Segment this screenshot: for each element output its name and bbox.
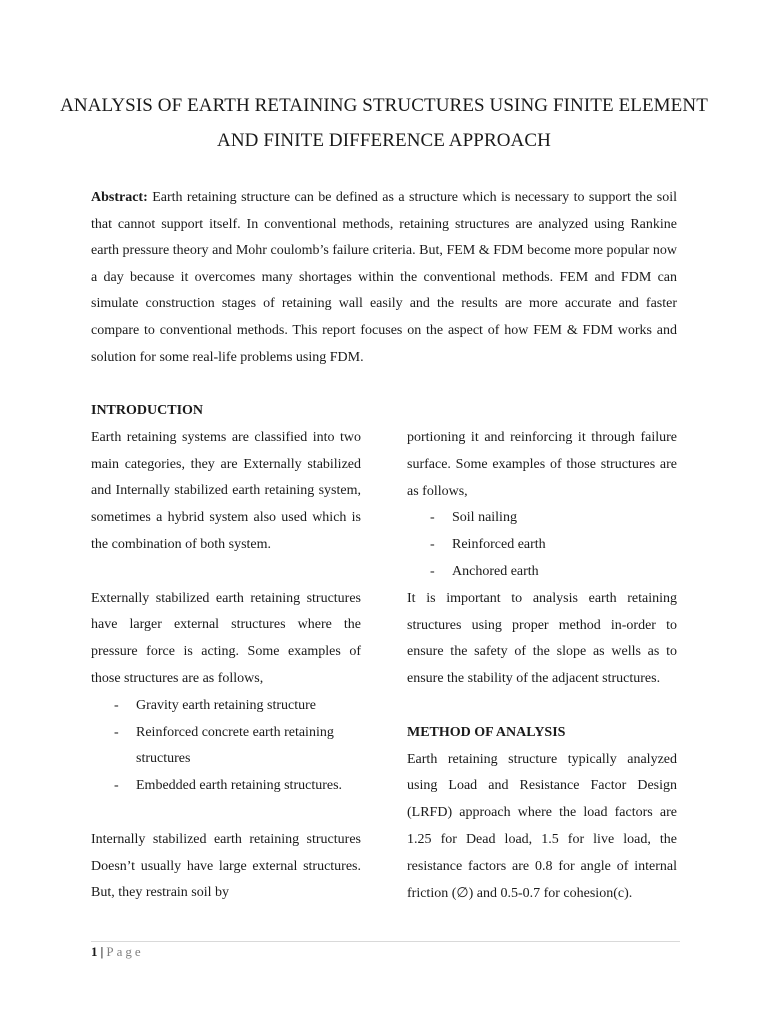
page-footer <box>91 943 144 961</box>
method-heading: METHOD OF ANALYSIS <box>407 724 566 740</box>
intro-paragraph-2: Externally stabilized earth retaining structures have larger external structures where the pressure force is acting. Some examples of those structures are as follows, <box>91 590 361 686</box>
abstract-section <box>91 185 677 371</box>
footer-separator: | <box>100 944 104 959</box>
list-item: - Embedded earth retaining structures. <box>91 773 361 800</box>
list-item: - Reinforced concrete earth retaining structures <box>91 720 361 774</box>
page-number: 1 <box>91 944 98 959</box>
list-item: - Gravity earth retaining structure <box>91 693 361 720</box>
page-label: Page <box>106 944 144 959</box>
right-paragraph-2: It is important to analysis earth retaining structures using proper method in-order to ensure the safety of the slope as wells as to ensure the stability of the adjacent structures. <box>407 590 677 687</box>
right-column <box>407 425 677 907</box>
introduction-heading: INTRODUCTION <box>91 403 204 418</box>
external-examples-list <box>91 693 361 800</box>
list-item: - Reinforced earth <box>407 532 677 559</box>
internal-examples-list <box>407 505 677 585</box>
intro-paragraph-3: Internally stabilized earth retaining structures Doesn’t usually have large external structures. But, they restrain soil by <box>91 831 361 901</box>
abstract-text: Earth retaining structure can be defined as a structure which is necessary to support the soil that cannot support itself. In conventional methods, retaining structures are analyzed using Rankine earth pressure theory and Mohr coulomb’s failure criteria. But, FEM & FDM become more popular now a day because it overcomes many shortages within the conventional methods. FEM and FDM can simulate construction stages of retaining wall easily and the results are more accurate and faster compare to conventional methods. This report focuses on the aspect of how FEM & FDM works and solution for some real-life problems using FDM. <box>91 190 678 365</box>
intro-paragraph-1: Earth retaining systems are classified into two main categories, they are Externally stabilized and Internally stabilized earth retaining system, sometimes a hybrid system also used which is the combination of both system. <box>91 429 361 552</box>
list-item: - Anchored earth <box>407 559 677 586</box>
right-paragraph-1: portioning it and reinforcing it through failure surface. Some examples of those structures are as follows, <box>407 430 677 499</box>
left-column <box>91 398 361 907</box>
right-paragraph-3: Earth retaining structure typically analyzed using Load and Resistance Factor Design (LRFD) approach where the load factors are 1.25 for Dead load, 1.5 for live load, the resistance factors are 0.8 for angle of internal friction (∅) and 0.5-0.7 for cohesion(c). <box>407 751 677 901</box>
list-item: - Soil nailing <box>407 505 677 532</box>
footer-divider <box>91 941 680 942</box>
paper-title: ANALYSIS OF EARTH RETAINING STRUCTURES USING FINITE ELEMENT AND FINITE DIFFERENCE APPROACH <box>60 95 708 151</box>
abstract-label: Abstract: <box>91 190 148 205</box>
